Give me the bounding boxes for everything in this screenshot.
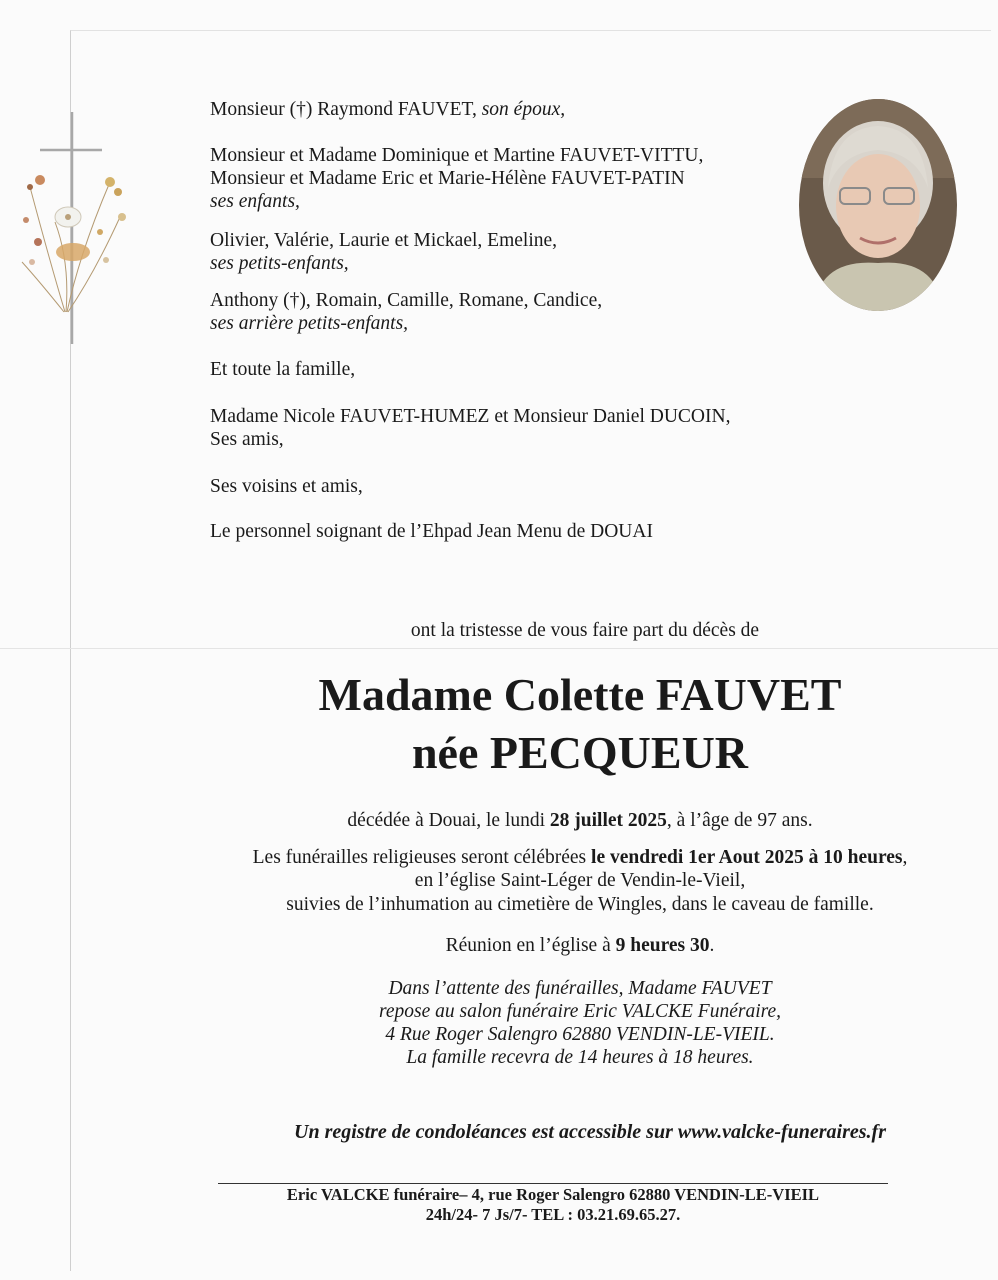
- cross-with-flowers-icon: [10, 112, 140, 352]
- friends-label: Ses amis,: [210, 429, 284, 450]
- neighbours-line: Ses voisins et amis,: [210, 476, 363, 497]
- rest-line-3: 4 Rue Roger Salengro 62880 VENDIN-LE-VIEIL.: [385, 1024, 775, 1045]
- burial-info: suivies de l’inhumation au cimetière de Wingles, dans le caveau de famille.: [286, 894, 874, 915]
- footer-phone: 24h/24- 7 Js/7- TEL : 03.21.69.65.27.: [425, 1205, 681, 1224]
- church-info: en l’église Saint-Léger de Vendin-le-Vieil,: [414, 870, 746, 891]
- condolence-registry: Un registre de condoléances est accessible sur www.valcke-funeraires.fr: [294, 1121, 886, 1143]
- rest-line-1: Dans l’attente des funérailles, Madame FAUVET: [388, 978, 772, 999]
- funeral-info: Les funérailles religieuses seront célébrées le vendredi 1er Aout 2025 à 10 heures,: [252, 847, 908, 868]
- meeting-info: Réunion en l’église à 9 heures 30.: [445, 935, 715, 956]
- maiden-name: née PECQUEUR: [411, 727, 749, 778]
- fold-line: [0, 648, 998, 649]
- announcement-intro: ont la tristesse de vous faire part du décès de: [410, 620, 760, 641]
- great-grandchildren-line: Anthony (†), Romain, Camille, Romane, Candice,: [210, 290, 603, 311]
- footer-address: Eric VALCKE funéraire– 4, rue Roger Salengro 62880 VENDIN-LE-VIEIL: [286, 1185, 820, 1204]
- children-role: ses enfants,: [210, 191, 300, 212]
- children-line-2: Monsieur et Madame Eric et Marie-Hélène FAUVET-PATIN: [210, 168, 685, 189]
- great-grandchildren-role: ses arrière petits-enfants,: [210, 313, 409, 334]
- deceased-name: Madame Colette FAUVET: [318, 669, 842, 720]
- rest-line-4: La famille recevra de 14 heures à 18 heures.: [406, 1047, 754, 1068]
- spouse-line: Monsieur (†) Raymond FAUVET, son époux,: [210, 99, 566, 120]
- all-family-line: Et toute la famille,: [210, 359, 356, 380]
- friends-names-line: Madame Nicole FAUVET-HUMEZ et Monsieur Daniel DUCOIN,: [210, 406, 731, 427]
- rest-line-2: repose au salon funéraire Eric VALCKE Funéraire,: [378, 1001, 782, 1022]
- grandchildren-role: ses petits-enfants,: [210, 253, 349, 274]
- death-info: décédée à Douai, le lundi 28 juillet 2025, à l’âge de 97 ans.: [347, 810, 813, 831]
- footer-divider: [218, 1183, 888, 1184]
- grandchildren-line: Olivier, Valérie, Laurie et Mickael, Emeline,: [210, 230, 558, 251]
- children-line-1: Monsieur et Madame Dominique et Martine FAUVET-VITTU,: [210, 145, 704, 166]
- staff-line: Le personnel soignant de l’Ehpad Jean Menu de DOUAI: [210, 521, 653, 542]
- deceased-portrait: [798, 98, 958, 312]
